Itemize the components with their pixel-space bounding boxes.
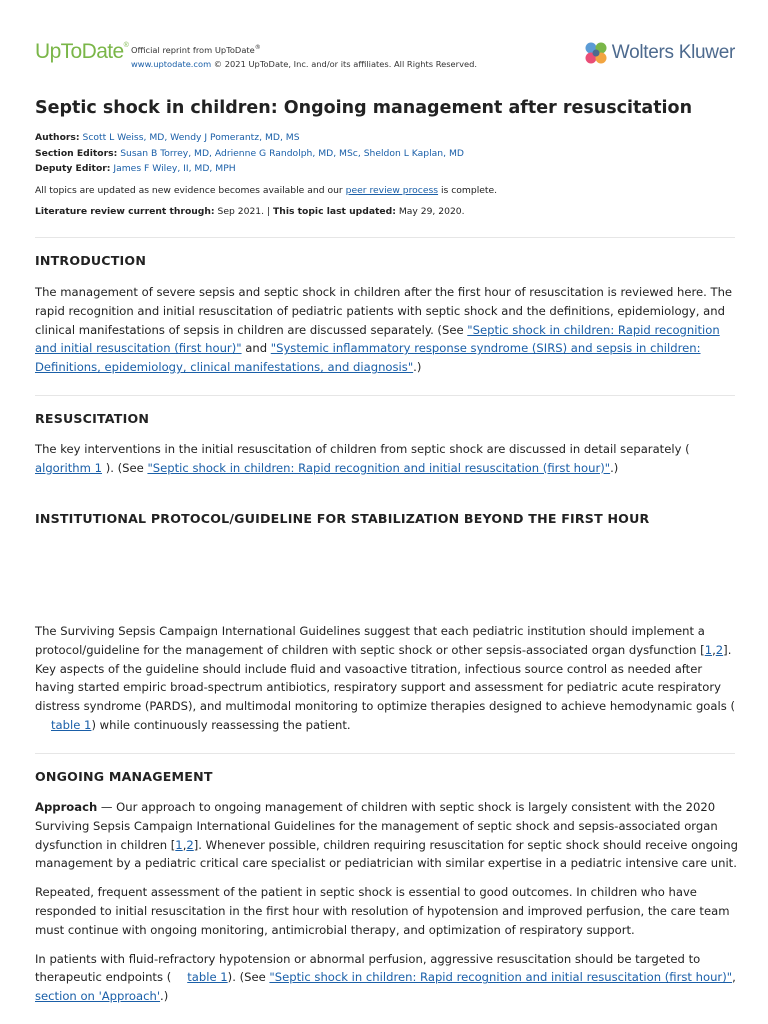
heading-introduction: INTRODUCTION — [35, 253, 147, 268]
resuscitation-section — [35, 440, 740, 488]
ongoing-management-section — [35, 798, 740, 1016]
divider — [35, 753, 735, 754]
approach-label: Approach — [35, 800, 98, 814]
resuscitation-end: .) — [610, 460, 619, 475]
introduction-section — [35, 283, 740, 387]
graphic-icon — [690, 443, 706, 454]
reference-link-2[interactable]: 2 — [186, 837, 194, 852]
link-septic-shock-first-hour[interactable]: "Septic shock in children: Rapid recognition and initial resuscitation (first hour)" — [35, 322, 720, 356]
link-section-approach[interactable]: section on 'Approach' — [35, 989, 161, 1004]
approach-paragraph — [35, 798, 740, 873]
protocol-paragraph — [35, 622, 740, 735]
reference-link-2[interactable]: 2 — [715, 642, 724, 657]
protocol-text-3: ) while continuously reassessing the patient. — [91, 717, 351, 732]
section-editors-line — [35, 146, 497, 162]
section-editors-link[interactable]: Susan B Torrey, MD, Adrienne G Randolph, MD, MSc, Sheldon L Kaplan, MD — [120, 147, 464, 159]
protocol-text: The Surviving Sepsis Campaign International Guidelines suggest that each pediatric institution should implement a protocol/guideline for the management of children with septic shock or other sepsis-associated organ dysfunction [ — [35, 624, 705, 657]
fluid-refractory-text: In patients with fluid-refractory hypotension or abnormal perfusion, aggressive resuscitation should be targeted to therapeutic endpoints ( — [35, 951, 701, 985]
wolters-kluwer-globe-icon — [583, 40, 609, 66]
fluid-refractory-text-2: ). (See — [227, 970, 266, 985]
link-septic-shock-first-hour[interactable]: "Septic shock in children: Rapid recognition and initial resuscitation (first hour)" — [147, 460, 611, 475]
reprint-notice — [131, 41, 477, 71]
link-table-1[interactable]: table 1 — [187, 970, 228, 985]
heading-ongoing-management: ONGOING MANAGEMENT — [35, 769, 213, 784]
link-table-1[interactable]: table 1 — [51, 717, 92, 732]
deputy-editor-label: Deputy Editor: — [35, 163, 111, 174]
divider — [35, 237, 735, 238]
graphic-icon — [35, 719, 51, 730]
uptodate-logo[interactable] — [35, 40, 128, 64]
page-title: Septic shock in children: Ongoing management after resuscitation — [35, 98, 693, 118]
reference-link-1[interactable]: 1 — [704, 642, 713, 657]
heading-resuscitation: RESUSCITATION — [35, 411, 150, 426]
website-link[interactable]: www.uptodate.com — [131, 58, 212, 69]
link-algorithm-1[interactable]: algorithm 1 — [35, 460, 103, 475]
protocol-section — [35, 622, 740, 745]
separator: | — [266, 206, 271, 217]
reprint-registered-mark: ® — [254, 44, 261, 51]
intro-and: and — [245, 341, 268, 356]
intro-end: .) — [413, 360, 422, 375]
deputy-editor-link[interactable]: James F Wiley, II, MD, MPH — [113, 163, 236, 174]
resuscitation-paragraph — [35, 440, 740, 478]
peer-review-link[interactable]: peer review process — [345, 184, 439, 196]
update-note — [35, 183, 497, 199]
lit-review-label: Literature review current through: — [35, 206, 215, 217]
fluid-refractory-paragraph — [35, 950, 740, 1006]
authors-label: Authors: — [35, 132, 80, 143]
resuscitation-text: The key interventions in the initial resuscitation of children from septic shock are discussed in detail separately ( — [35, 442, 690, 456]
introduction-paragraph — [35, 283, 740, 377]
last-updated-value: May 29, 2020. — [398, 206, 465, 217]
graphic-icon — [171, 971, 187, 982]
assessment-paragraph: Repeated, frequent assessment of the patient in septic shock is essential to good outcomes. In children who have responded to initial resuscitation in the first hour with resolution of hypotension and improved perfusion, the care team must continue with ongoing monitoring, antimicrobial therapy, and optimization of respiratory support. — [35, 885, 730, 937]
deputy-editor-line — [35, 161, 497, 177]
logo-registered-mark: ® — [123, 42, 129, 49]
comma: , — [732, 970, 736, 985]
update-note-text: All topics are updated as new evidence becomes available and our — [35, 184, 343, 196]
wolters-kluwer-logo[interactable] — [583, 40, 735, 66]
resuscitation-text-2: ). (See — [105, 460, 144, 475]
authors-line — [35, 130, 497, 146]
protocol-text-2: ]. Key aspects of the guideline should include fluid and vasoactive titration, infectious source control as needed after having started empiric broad-spectrum antibiotics, respiratory support and assessment for pediatric acute respiratory distress syndrome (PARDS), and multimodal monitoring to optimize therapies designed to achieve hemodynamic goals ( — [35, 642, 735, 714]
reference-link-1[interactable]: 1 — [175, 837, 183, 852]
copyright-text: © 2021 UpToDate, Inc. and/or its affiliates. All Rights Reserved. — [213, 58, 477, 69]
update-note-end: is complete. — [440, 184, 498, 196]
heading-protocol: INSTITUTIONAL PROTOCOL/GUIDELINE FOR STABILIZATION BEYOND THE FIRST HOUR — [35, 511, 650, 526]
approach-text: — Our approach to ongoing management of children with septic shock is largely consistent with the 2020 Surviving Sepsis Campaign International Guidelines for the management of septic shock and sepsis-associated organ dysfunction in children [ — [35, 800, 718, 852]
link-septic-shock-first-hour[interactable]: "Septic shock in children: Rapid recognition and initial resuscitation (first hour)" — [269, 970, 733, 985]
fluid-refractory-end: .) — [160, 989, 169, 1004]
last-updated-label: This topic last updated: — [273, 206, 396, 217]
link-sirs-sepsis[interactable]: "Systemic inflammatory response syndrome (SIRS) and sepsis in children: Definitions, epidemiology, clinical manifestations, and diagnosis" — [35, 341, 701, 375]
ref-comma: , — [712, 642, 716, 657]
review-dates — [35, 204, 497, 220]
approach-text-2: ]. Whenever possible, children requiring resuscitation for septic shock should receive ongoing management by a pediatric critical care specialist or pediatrician with similar expertise in a pediatric intensive care unit. — [35, 837, 738, 871]
divider — [35, 395, 735, 396]
page-header — [35, 38, 735, 72]
authors-link[interactable]: Scott L Weiss, MD, Wendy J Pomerantz, MD, MS — [82, 132, 300, 143]
publisher-name: Wolters Kluwer — [611, 42, 735, 63]
reprint-line: Official reprint from UpToDate — [131, 44, 255, 55]
intro-text: The management of severe sepsis and septic shock in children after the first hour of resuscitation is reviewed here. The rapid recognition and initial resuscitation of pediatric patients with septic shock and the definitions, epidemiology, and clinical manifestations of sepsis in children are discussed separately. (See — [35, 285, 733, 337]
ref-comma: , — [182, 837, 187, 852]
lit-review-value: Sep 2021. — [217, 206, 265, 217]
section-editors-label: Section Editors: — [35, 147, 118, 159]
article-metadata — [35, 130, 497, 220]
logo-text: UpToDate — [35, 40, 124, 63]
